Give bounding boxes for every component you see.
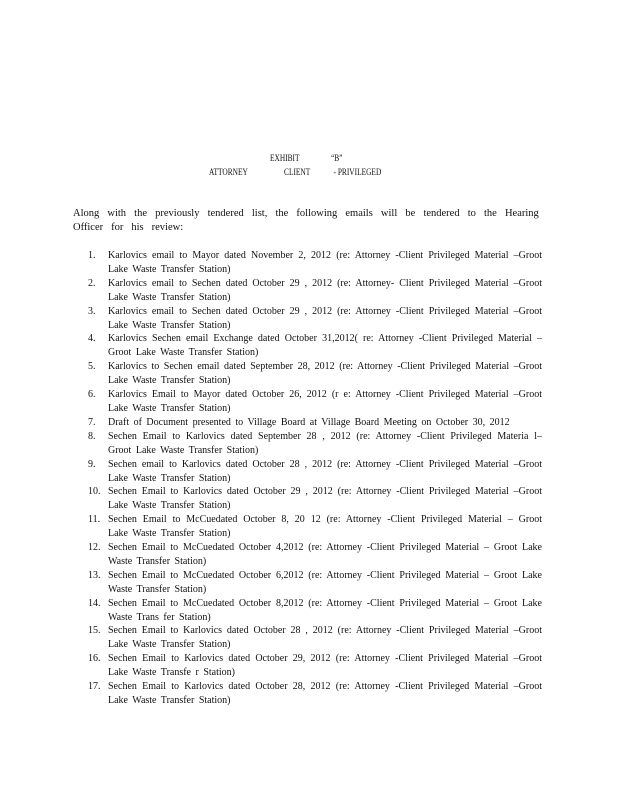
email-list-item: [88, 305, 542, 333]
intro-word: list,: [251, 208, 268, 219]
item-number: 7.: [88, 416, 96, 428]
item-text: Sechen Email to McCuedated October 6,2012 (re: Attorney -Client Privileged Material – Groot Lake Waste Transfer Station): [108, 569, 542, 595]
email-list-item: [88, 513, 542, 541]
email-list-item: [88, 388, 542, 416]
item-number: 13.: [88, 569, 101, 581]
intro-word: previously: [155, 208, 200, 219]
item-number: 17.: [88, 681, 101, 693]
item-number: 12.: [88, 542, 101, 554]
email-list-item: [88, 277, 542, 305]
email-list-item: [88, 597, 542, 625]
item-text: Karlovics email to Sechen dated October 29 , 2012 (re: Attorney -Client Privileged Material –Groot Lake Waste Transfer Station): [108, 305, 542, 331]
heading-client: CLIENT: [284, 167, 311, 177]
intro-word: for: [111, 222, 124, 233]
item-text: Sechen email to Karlovics dated October 28 , 2012 (re: Attorney -Client Privileged Material –Groot Lake Waste Transfer Station): [108, 458, 542, 484]
email-list-item: [88, 249, 542, 277]
item-text: Sechen Email to Karlovics dated October 29, 2012 (re: Attorney -Client Privileged Material –Groot Lake Waste Transfe r Station): [108, 653, 542, 679]
item-text: Sechen Email to Karlovics dated October 28 , 2012 (re: Attorney -Client Privileged Material –Groot Lake Waste Transfer Station): [108, 625, 542, 651]
email-list-item: [88, 416, 542, 430]
item-number: 1.: [88, 250, 96, 261]
email-list-item: [88, 624, 542, 652]
item-number: 11.: [88, 514, 101, 526]
intro-word: his: [131, 222, 144, 233]
email-list-item: [88, 360, 542, 388]
intro-word: with: [107, 208, 127, 219]
intro-word: the: [275, 208, 289, 219]
item-number: 5.: [88, 361, 96, 373]
heading-attorney: ATTORNEY: [209, 167, 248, 177]
heading-privileged: - PRIVILEGED: [333, 167, 382, 177]
item-number: 8.: [88, 430, 96, 442]
item-number: 2.: [88, 277, 96, 289]
intro-word: emails: [345, 208, 373, 219]
item-number: 10.: [88, 486, 101, 498]
privilege-heading: [209, 167, 381, 177]
item-text: Sechen Email to Karlovics dated October 29 , 2012 (re: Attorney -Client Privileged Material –Groot Lake Waste Transfer Station): [108, 486, 542, 512]
item-number: 9.: [88, 458, 96, 470]
email-list-item: [88, 541, 542, 569]
intro-word: review:: [151, 222, 184, 233]
intro-word: will: [380, 208, 398, 219]
intro-word: to: [467, 208, 476, 219]
intro-line-2: [73, 221, 539, 235]
intro-word: the: [134, 208, 147, 219]
intro-word: following: [296, 208, 338, 219]
item-text: Karlovics Sechen email Exchange dated October 31,2012( re: Attorney -Client Privileged Material –Groot Lake Waste Transfer Station): [108, 333, 542, 359]
item-text: Karlovics email to Mayor dated November 2, 2012 (re: Attorney -Client Privileged Material –Groot Lake Waste Transfer Station): [108, 250, 542, 275]
intro-paragraph: [73, 207, 539, 235]
email-list-item: [88, 652, 542, 680]
item-number: 3.: [88, 305, 96, 317]
intro-word: tendered: [207, 208, 244, 219]
email-list-item: [88, 680, 542, 708]
email-list-item: [88, 430, 542, 458]
item-number: 15.: [88, 625, 101, 637]
item-text: Sechen Email to McCuedated October 4,2012 (re: Attorney -Client Privileged Material – Groot Lake Waste Transfer Station): [108, 542, 542, 567]
item-text: Sechen Email to Karlovics dated October 28, 2012 (re: Attorney -Client Privileged Material –Groot Lake Waste Transfer Station): [108, 681, 542, 706]
email-list-item: [88, 458, 542, 486]
email-list: [88, 249, 542, 708]
intro-word: Officer: [73, 222, 104, 233]
item-text: Karlovics to Sechen email dated September 28, 2012 (re: Attorney -Client Privileged Material –Groot Lake Waste Transfer Station): [108, 361, 542, 387]
item-text: Sechen Email to Karlovics dated September 28 , 2012 (re: Attorney -Client Privileged Materia l–Groot Lake Waste Transfer Station): [108, 430, 542, 456]
intro-word: be: [405, 208, 416, 219]
item-text: Sechen Email to McCuedated October 8,2012 (re: Attorney -Client Privileged Material – Groot Lake Waste Trans fer Station): [108, 597, 542, 623]
item-text: Draft of Document presented to Village Board at Village Board Meeting on October 30, 2012: [108, 416, 510, 428]
intro-word: Along: [73, 208, 100, 219]
item-number: 14.: [88, 597, 101, 609]
item-text: Karlovics Email to Mayor dated October 26, 2012 (r e: Attorney -Client Privileged Material –Groot Lake Waste Transfer Station): [108, 389, 542, 414]
intro-word: the: [484, 208, 497, 219]
item-number: 6.: [88, 389, 96, 401]
exhibit-letter: “B”: [330, 153, 343, 163]
email-list-item: [88, 332, 542, 360]
item-number: 16.: [88, 653, 101, 665]
item-text: Sechen Email to McCuedated October 8, 20 12 (re: Attorney -Client Privileged Material – Groot Lake Waste Transfer Station): [108, 514, 542, 540]
email-list-item: [88, 569, 542, 597]
item-text: Karlovics email to Sechen dated October 29 , 2012 (re: Attorney- Client Privileged Material –Groot Lake Waste Transfer Station): [108, 277, 542, 303]
intro-word: Hearing: [504, 208, 539, 219]
exhibit-heading: [270, 153, 342, 163]
intro-line-1: [73, 207, 539, 221]
item-number: 4.: [88, 333, 96, 345]
email-list-item: [88, 485, 542, 513]
exhibit-label: EXHIBIT: [270, 153, 300, 163]
intro-word: tendered: [423, 208, 460, 219]
